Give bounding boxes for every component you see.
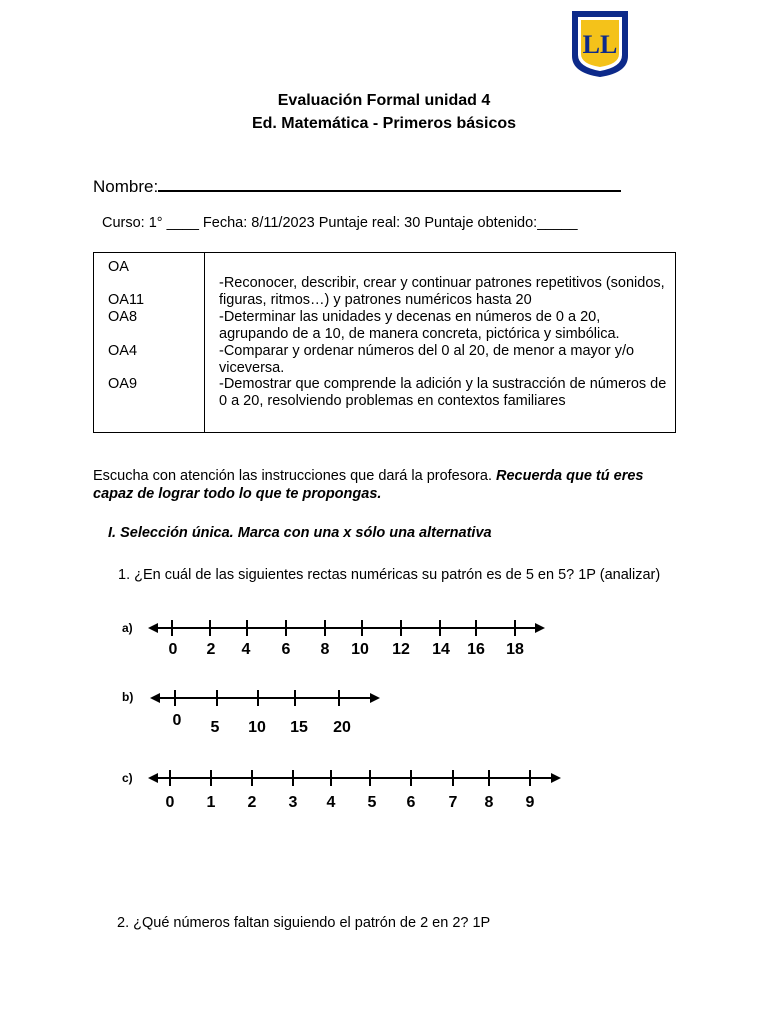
oa-code: OA4: [108, 343, 138, 359]
oa-code: OA9: [108, 376, 138, 392]
tick-label: 10: [248, 719, 266, 736]
tick-label: 3: [288, 794, 298, 811]
option-label[interactable]: b): [122, 690, 134, 704]
tick-label: 4: [241, 641, 251, 658]
oa-header: OA: [108, 259, 129, 275]
oa-description: -Determinar las unidades y decenas en números de 0 a 20, agrupando de a 10, de manera concreta, pictórica y simbólica.: [219, 309, 620, 342]
tick-label: 2: [206, 641, 216, 658]
arrow-left-icon: [148, 773, 158, 783]
tick-label: 6: [406, 794, 416, 811]
number-line-b: [122, 690, 380, 736]
page-title: Evaluación Formal unidad 4: [277, 92, 491, 109]
tick-label: 14: [432, 641, 450, 658]
tick-label: 12: [392, 641, 410, 658]
tick-label: 0: [165, 794, 175, 811]
option-label[interactable]: c): [122, 771, 133, 785]
oa-code: OA11: [108, 292, 145, 308]
tick-label: 20: [333, 719, 351, 736]
page-subtitle: Ed. Matemática - Primeros básicos: [251, 115, 517, 132]
tick-label: 8: [484, 794, 494, 811]
oa-code: OA8: [108, 309, 138, 325]
tick-label: 0: [168, 641, 178, 658]
question-1: 1. ¿En cuál de las siguientes rectas numéricas su patrón es de 5 en 5? 1P (analizar): [118, 567, 661, 583]
arrow-left-icon: [148, 623, 158, 633]
question-2: 2. ¿Qué números faltan siguiendo el patrón de 2 en 2? 1P: [117, 915, 491, 931]
instructions-emphasis: Recuerda que tú eres capaz de lograr todo lo que te propongas.: [93, 468, 644, 502]
oa-description: -Demostrar que comprende la adición y la sustracción de números de 0 a 20, resolviendo problemas en contextos familiares: [219, 376, 667, 409]
tick-label: 5: [210, 719, 220, 736]
tick-label: 10: [351, 641, 369, 658]
oa-description: -Comparar y ordenar números del 0 al 20, de menor a mayor y/o viceversa.: [219, 343, 635, 376]
logo-monogram: LL: [582, 30, 618, 59]
oa-description: -Reconocer, describir, crear y continuar patrones repetitivos (sonidos, figuras, ritmos…) y patrones numéricos hasta 20: [219, 275, 665, 308]
tick-label: 18: [506, 641, 524, 658]
arrow-right-icon: [370, 693, 380, 703]
tick-label: 6: [281, 641, 291, 658]
tick-label: 0: [172, 712, 182, 729]
tick-label: 15: [290, 719, 308, 736]
option-label[interactable]: a): [122, 621, 133, 635]
tick-label: 5: [367, 794, 377, 811]
tick-label: 4: [326, 794, 336, 811]
arrow-right-icon: [551, 773, 561, 783]
tick-label: 9: [525, 794, 535, 811]
tick-label: 16: [467, 641, 485, 658]
course-info-line: Curso: 1° ____ Fecha: 8/11/2023 Puntaje real: 30 Puntaje obtenido:_____: [102, 215, 578, 231]
number-line-c: [122, 770, 561, 811]
arrow-left-icon: [150, 693, 160, 703]
tick-label: 1: [206, 794, 216, 811]
tick-label: 8: [320, 641, 330, 658]
section-title: I. Selección única. Marca con una x sólo una alternativa: [108, 525, 492, 541]
name-label: Nombre:: [93, 177, 159, 196]
number-line-a: [122, 620, 545, 658]
tick-label: 7: [448, 794, 458, 811]
tick-label: 2: [247, 794, 257, 811]
instructions-text: Escucha con atención las instrucciones que dará la profesora.: [93, 468, 492, 484]
arrow-right-icon: [535, 623, 545, 633]
